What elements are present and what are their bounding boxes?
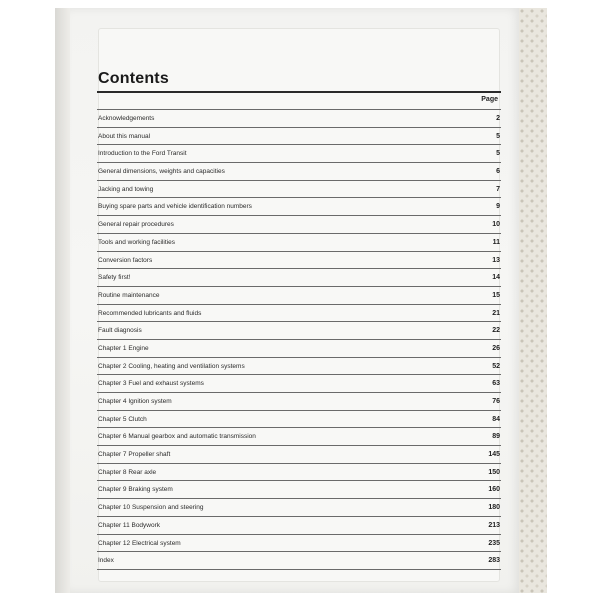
toc-entry-label: Conversion factors	[98, 256, 153, 264]
toc-entry-page: 11	[492, 238, 500, 246]
toc-entry-page: 5	[496, 132, 500, 140]
toc-entry-label: Chapter 6 Manual gearbox and automatic transmission	[98, 433, 256, 441]
toc-entry-label: Jacking and towing	[98, 185, 154, 193]
toc-entry-label: Chapter 5 Clutch	[98, 415, 147, 423]
contents-title: Contents	[98, 70, 169, 87]
toc-entry	[97, 516, 501, 534]
toc-entry	[97, 498, 501, 516]
toc-entry-label: Chapter 11 Bodywork	[98, 521, 161, 529]
toc-entry-label: About this manual	[98, 132, 151, 140]
toc-entry-page: 63	[492, 380, 500, 388]
toc-entry	[97, 321, 501, 339]
toc-entry-label: Chapter 12 Electrical system	[98, 539, 181, 547]
toc-entry-label: Introduction to the Ford Transit	[98, 150, 187, 158]
toc-entry-page: 13	[492, 256, 500, 264]
toc-entry-page: 15	[492, 291, 500, 299]
toc-end-rule	[97, 569, 501, 570]
toc-entry-label: Chapter 10 Suspension and steering	[98, 504, 204, 512]
toc-entry	[97, 286, 501, 304]
toc-entry-page: 14	[492, 274, 500, 282]
toc-entry-label: General repair procedures	[98, 221, 174, 229]
toc-entry-label: Buying spare parts and vehicle identification numbers	[98, 203, 252, 211]
toc-entry	[97, 180, 501, 198]
toc-entry-page: 76	[492, 398, 500, 405]
toc-entry-label: Routine maintenance	[98, 291, 160, 299]
toc-entry	[97, 304, 501, 322]
toc-entry-label: Acknowledgements	[98, 115, 155, 122]
toc-entry	[97, 463, 501, 481]
toc-entry-label: Chapter 2 Cooling, heating and ventilation systems	[98, 362, 245, 370]
fabric-background	[519, 8, 547, 593]
toc-entry	[97, 445, 501, 463]
toc-entry-page: 150	[488, 468, 500, 476]
toc-entry	[97, 197, 501, 215]
toc-entry-page: 145	[488, 451, 500, 459]
toc-entry	[97, 410, 501, 428]
toc-entry-label: Chapter 8 Rear axle	[98, 468, 157, 476]
toc-entry-page: 9	[496, 203, 500, 211]
toc-entry-page: 2	[496, 115, 500, 122]
toc-entry-page: 6	[496, 168, 500, 176]
toc-entry-page: 5	[496, 150, 500, 158]
toc-entry	[97, 427, 501, 445]
toc-entry-page: 213	[488, 521, 500, 529]
toc-entry	[97, 534, 501, 552]
toc-entry-label: Index	[98, 557, 114, 565]
toc-entry-label: Chapter 9 Braking system	[98, 486, 173, 494]
toc-entry-label: Recommended lubricants and fluids	[98, 309, 202, 317]
toc-entry-label: Tools and working facilities	[98, 238, 175, 246]
toc-entry	[97, 233, 501, 251]
toc-entry	[97, 251, 501, 269]
toc-entry-page: 235	[488, 539, 500, 547]
toc-entry-page: 84	[492, 415, 500, 423]
toc-entry	[97, 162, 501, 180]
toc-entry-label: Safety first!	[98, 274, 131, 282]
toc-entry-page: 26	[492, 344, 500, 352]
toc-entry-page: 89	[492, 433, 500, 441]
toc-entry	[97, 357, 501, 375]
title-rule	[97, 91, 501, 93]
toc-entry-label: Fault diagnosis	[98, 327, 142, 335]
toc-entry	[97, 374, 501, 392]
toc-entry-label: Chapter 1 Engine	[98, 344, 149, 352]
toc-entry-page: 180	[488, 504, 500, 512]
toc-entry-page: 7	[496, 185, 500, 193]
toc-entry	[97, 551, 501, 569]
toc-entry	[97, 109, 501, 127]
toc-entry-page: 52	[492, 362, 500, 370]
page-column-header: Page	[481, 96, 498, 103]
contents-list	[97, 109, 501, 570]
toc-entry-page: 160	[488, 486, 500, 494]
toc-entry	[97, 215, 501, 233]
toc-entry	[97, 392, 501, 410]
toc-entry-label: Chapter 3 Fuel and exhaust systems	[98, 380, 204, 388]
toc-entry-page: 10	[492, 221, 500, 229]
toc-entry-label: Chapter 4 Ignition system	[98, 398, 172, 405]
toc-entry	[97, 144, 501, 162]
toc-entry	[97, 480, 501, 498]
toc-entry	[97, 268, 501, 286]
toc-entry-label: General dimensions, weights and capacities	[98, 168, 225, 176]
toc-entry	[97, 339, 501, 357]
toc-entry	[97, 127, 501, 145]
toc-entry-page: 283	[488, 557, 500, 565]
toc-entry-page: 22	[492, 327, 500, 335]
toc-entry-label: Chapter 7 Propeller shaft	[98, 451, 171, 459]
toc-entry-page: 21	[492, 309, 500, 317]
